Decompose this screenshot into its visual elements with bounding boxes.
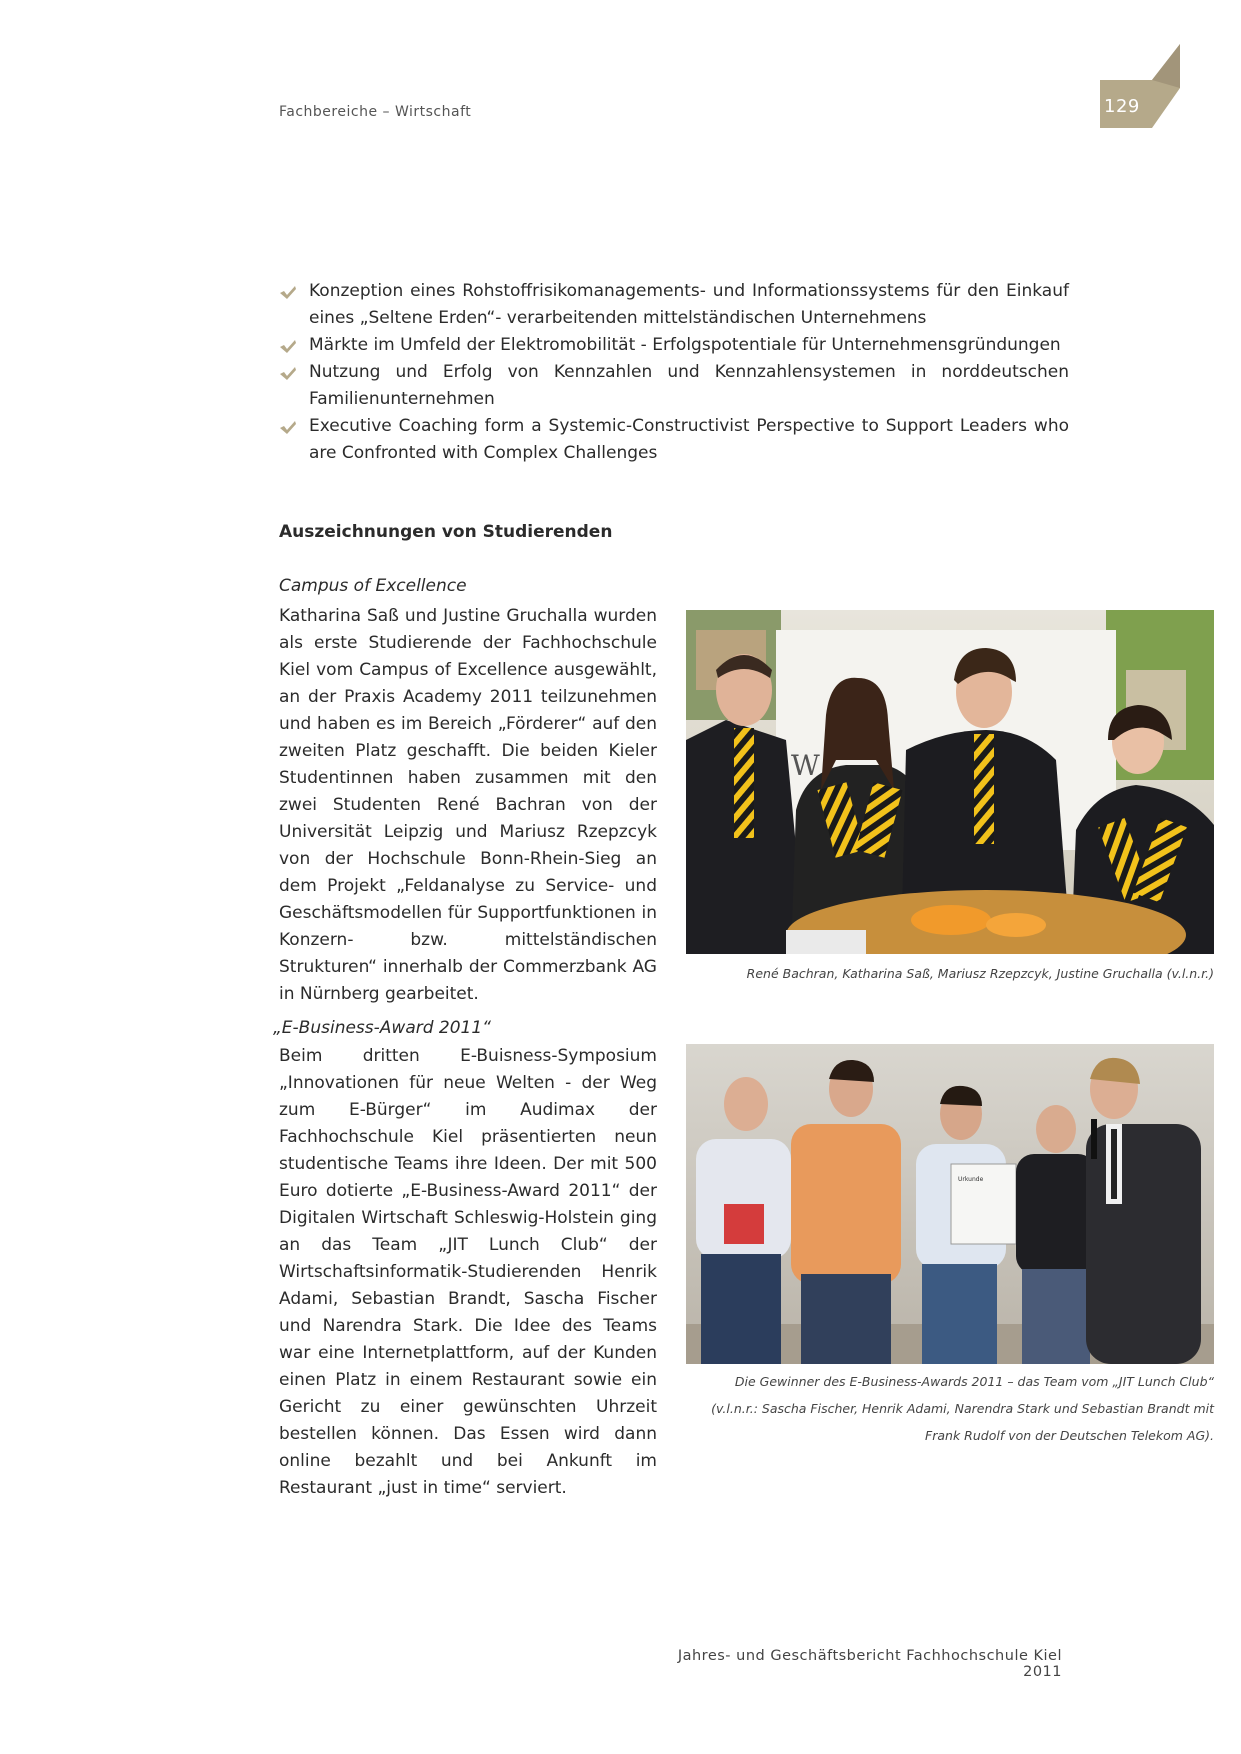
- running-header: Fachbereiche – Wirtschaft: [279, 104, 472, 120]
- check-icon: [279, 284, 297, 300]
- list-item: Märkte im Umfeld der Elektromobilität - Erfolgspotentiale für Unternehmensgründungen: [279, 332, 1069, 359]
- campus-photo: [686, 610, 1214, 954]
- ebusiness-photo: [686, 1044, 1214, 1364]
- ebusiness-body: Beim dritten E-Buisness-Symposium „Innovationen für neue Welten - der Weg zum E-Bürger“ im Audimax der Fachhochschule Kiel präsentierten neun studentische Teams ihre Ideen. Der mit 500 Euro dotierte „E-Business-Award 2011“ der Digitalen Wirtschaft Schleswig-Holstein ging an das Team „JIT Lunch Club“ der Wirtschaftsinformatik-Studierenden Henrik Adami, Sebastian Brandt, Sascha Fischer und Narendra Stark. Die Idee des Teams war eine Internetplattform, auf der Kunden einen Platz in einem Restaurant sowie ein Gericht zu einer gewünschten Uhrzeit bestellen können. Das Essen wird dann online bezahlt und bei Ankunft im Restaurant „just in time“ serviert.: [279, 1046, 657, 1498]
- campus-body: Katharina Saß und Justine Gruchalla wurden als erste Studierende der Fachhochschule Kiel vom Campus of Excellence ausgewählt, an der Praxis Academy 2011 teilzunehmen und haben es im Bereich „Förderer“ auf den zweiten Platz geschafft. Die beiden Kieler Studentinnen haben zusammen mit den zwei Studenten René Bachran von der Universität Leipzig und Mariusz Rzepzcyk von der Hochschule Bonn-Rhein-Sieg an dem Projekt „Feldanalyse zu Service- und Geschäftsmodellen für Supportfunktionen in Konzern- bzw. mittelständischen Strukturen“ innerhalb der Commerzbank AG in Nürnberg gearbeitet.: [279, 606, 657, 1004]
- campus-photo-caption: René Bachran, Katharina Saß, Mariusz Rzepzcyk, Justine Gruchalla (v.l.n.r.): [746, 966, 1214, 981]
- certificate-text: Urkunde: [958, 1176, 984, 1183]
- check-icon: [279, 365, 297, 381]
- check-icon: [279, 419, 297, 435]
- list-item: Nutzung und Erfolg von Kennzahlen und Kennzahlensystemen in norddeutschen Familienunternehmen: [279, 359, 1069, 413]
- topic-list: [279, 278, 1069, 467]
- ebusiness-photo-caption: Die Gewinner des E-Business-Awards 2011 – das Team vom „JIT Lunch Club“ (v.l.n.r.: Sascha Fischer, Henrik Adami, Narendra Stark und Sebastian Brandt mit Frank Rudolf von der Deutschen Telekom AG).: [711, 1374, 1214, 1443]
- list-item: Konzeption eines Rohstoffrisikomanagements- und Informationssystems für den Einkauf eines „Seltene Erden“- verarbeitenden mittelständischen Unternehmens: [279, 278, 1069, 332]
- page-number: 129: [1104, 96, 1140, 117]
- list-item: Executive Coaching form a Systemic-Constructivist Perspective to Support Leaders who are Confronted with Complex Challenges: [279, 413, 1069, 467]
- footer: Jahres- und Geschäftsbericht Fachhochschule Kiel 2011: [677, 1648, 1062, 1680]
- svg-text:W: W: [791, 749, 820, 782]
- check-icon: [279, 338, 297, 354]
- ebusiness-title: „E-Business-Award 2011“: [273, 1018, 491, 1038]
- section-heading: Auszeichnungen von Studierenden: [279, 522, 613, 542]
- campus-title: Campus of Excellence: [279, 576, 467, 596]
